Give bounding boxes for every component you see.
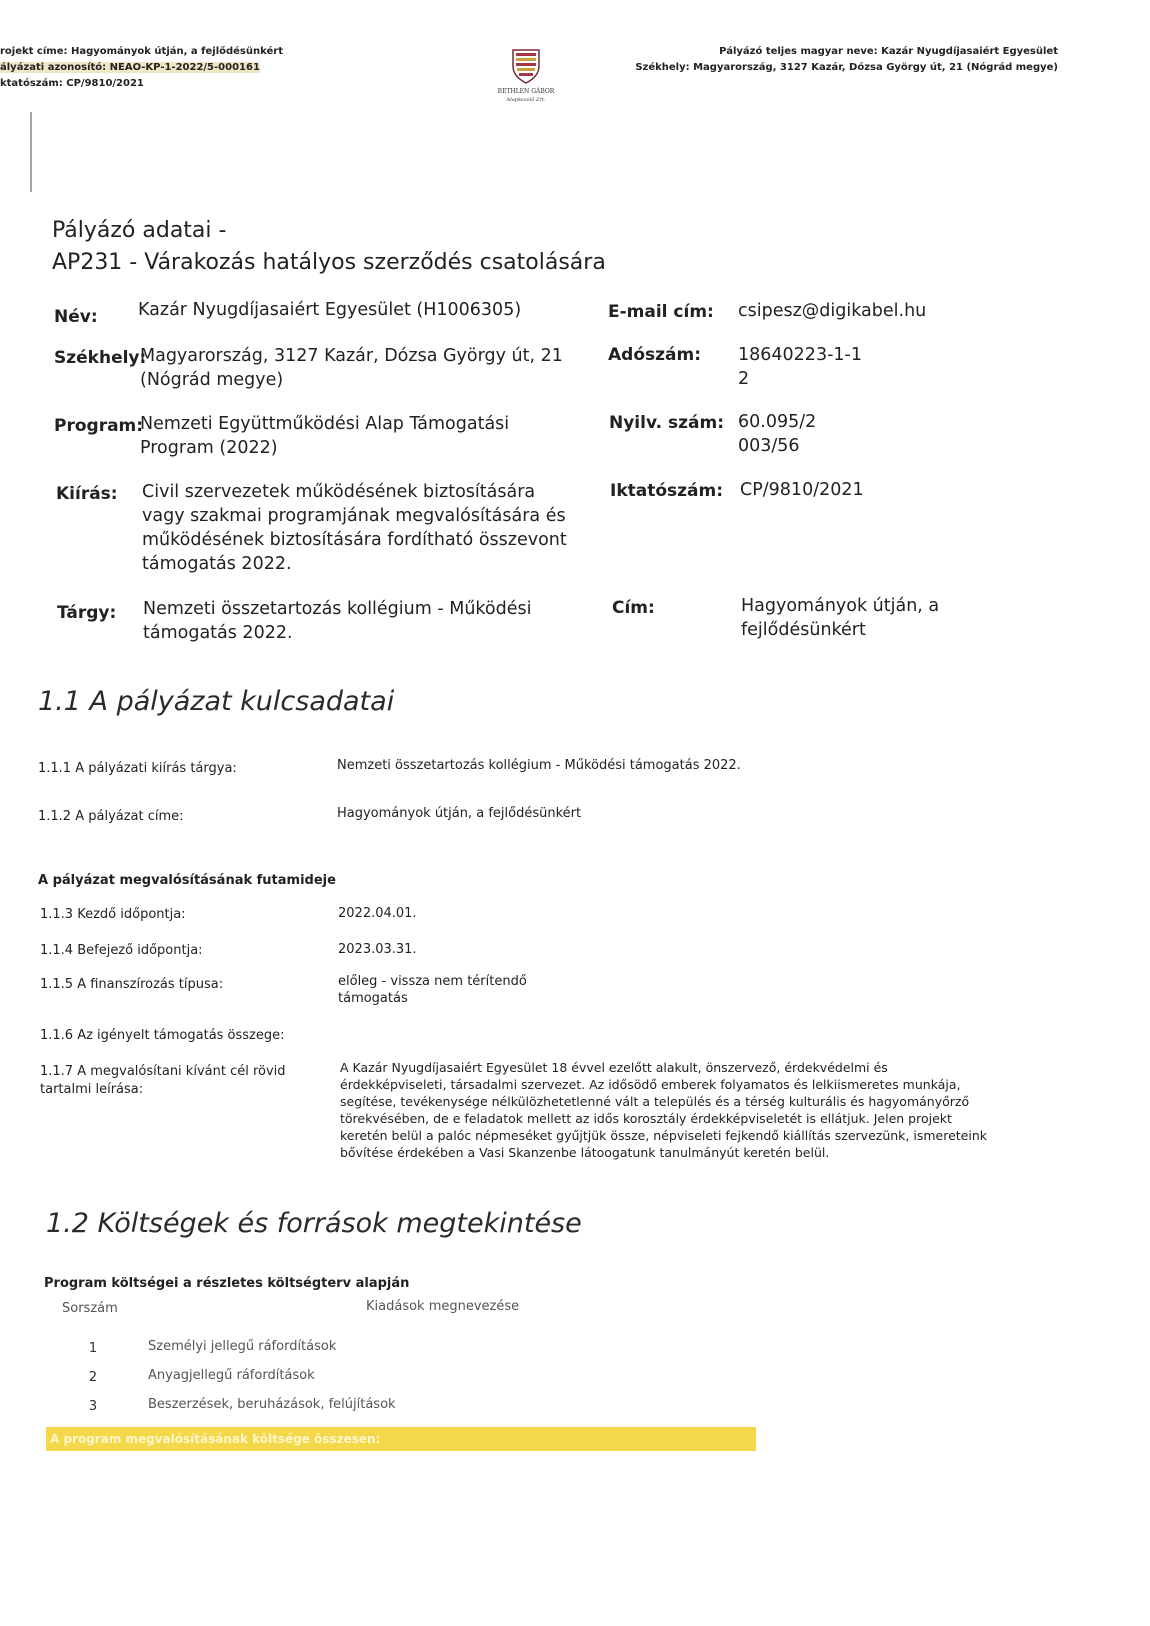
header-filing-number: ktatószám: CP/9810/2021 — [0, 78, 144, 89]
header-applicant-info — [635, 44, 1058, 76]
field-value-117: A Kazár Nyugdíjasaiért Egyesület 18 évvel ezelőtt alakult, önszervező, érdekvédelmi és érdekképviseleti, társadalmi szervezet. Az idősödő emberek folyamatos és lelkiismeretes munkája, segítése, tevékenysége nélkülözhetetlenné vált a település és a térség kulturális és hagyományőrző törekvésében, de e feladatok mellett az idős korosztály érdekképviseletét is ellátjuk. Jelen projekt keretén belül a palóc népmeséket gyűjtjük össze, népviseleti fejkendő kiállítás szervezünk, ismereteink bővítése érdekében a Vasi Skanzenbe látoogatunk tanulmányút keretén belül. — [340, 1060, 987, 1160]
duration-heading: A pályázat megvalósításának futamideje — [38, 873, 336, 888]
field-value-114: 2023.03.31. — [338, 942, 417, 957]
header-project-title: rojekt címe: Hagyományok útján, a fejlődésünkért — [0, 46, 284, 57]
field-label-113: 1.1.3 Kezdő időpontja: — [40, 907, 186, 922]
table-row-name: Anyagjellegű ráfordítások — [148, 1368, 315, 1383]
margin-scan-mark — [30, 112, 32, 192]
section-costs-heading: 1.2 Költségek és források megtekintése — [46, 1208, 582, 1239]
field-value-111: Nemzeti összetartozás kollégium - Működési támogatás 2022. — [337, 758, 741, 773]
page-title-line1: Pályázó adatai - — [52, 218, 227, 243]
page-title-line2: AP231 - Várakozás hatályos szerződés csatolására — [52, 250, 606, 275]
table-row-name: Személyi jellegű ráfordítások — [148, 1339, 337, 1354]
email-label: E-mail cím: — [608, 302, 714, 322]
field-label-114: 1.1.4 Befejező időpontja: — [40, 943, 203, 958]
header-project-info — [0, 44, 283, 92]
seat-value: Magyarország, 3127 Kazár, Dózsa György út, 21 (Nógrád megye) — [140, 346, 563, 390]
tax-number-value: 18640223-1-1 2 — [738, 345, 862, 389]
field-label-117: 1.1.7 A megvalósítani kívánt cél rövid tartalmi leírása: — [40, 1064, 286, 1097]
registry-number-value: 60.095/2 003/56 — [738, 412, 817, 456]
address-value: Hagyományok útján, a fejlődésünkért — [741, 596, 940, 640]
seat-label: Székhely: — [54, 348, 147, 368]
table-row-name: Beszerzések, beruházások, felújítások — [148, 1397, 396, 1412]
header-application-id: ályázati azonosító: NEAO-KP-1-2022/5-000161 — [0, 62, 260, 73]
field-label-115: 1.1.5 A finanszírozás típusa: — [40, 977, 224, 992]
address-label: Cím: — [612, 598, 655, 618]
table-row-number: 3 — [88, 1399, 98, 1414]
field-label-116: 1.1.6 Az igényelt támogatás összege: — [40, 1028, 285, 1043]
call-label: Kiírás: — [56, 484, 118, 504]
page-title — [52, 215, 606, 279]
costs-table-title: Program költségei a részletes költségterv alapján — [44, 1276, 410, 1291]
table-row-number: 1 — [88, 1341, 98, 1356]
tax-number-label: Adószám: — [608, 345, 702, 365]
email-value: csipesz@digikabel.hu — [738, 301, 927, 321]
header-applicant-seat: Székhely: Magyarország, 3127 Kazár, Dózsa György út, 21 (Nógrád megye) — [635, 62, 1058, 73]
table-row-number: 2 — [88, 1370, 98, 1385]
costs-total-row: A program megvalósításának költsége összesen: — [46, 1427, 756, 1451]
header-applicant-name: Pályázó teljes magyar neve: Kazár Nyugdíjasaiért Egyesület — [719, 46, 1058, 57]
logo-subcaption: Alapkezelő Zrt. — [506, 97, 546, 103]
field-value-115: előleg - vissza nem térítendő támogatás — [338, 974, 527, 1006]
filing-number-value: CP/9810/2021 — [740, 480, 864, 500]
name-label: Név: — [54, 307, 98, 327]
field-value-112: Hagyományok útján, a fejlődésünkért — [337, 806, 582, 821]
subject-value: Nemzeti összetartozás kollégium - Működési támogatás 2022. — [143, 599, 532, 643]
field-label-112: 1.1.2 A pályázat címe: — [38, 809, 184, 824]
field-value-113: 2022.04.01. — [338, 906, 417, 921]
bethlen-gabor-shield-icon — [511, 48, 541, 84]
section-key-data-heading: 1.1 A pályázat kulcsadatai — [38, 686, 395, 717]
filing-number-label: Iktatószám: — [610, 481, 724, 501]
field-label-111: 1.1.1 A pályázati kiírás tárgya: — [38, 761, 237, 776]
bethlen-gabor-logo — [496, 48, 556, 104]
program-label: Program: — [54, 416, 144, 436]
registry-number-label: Nyilv. szám: — [609, 413, 725, 433]
program-value: Nemzeti Együttműködési Alap Támogatási Program (2022) — [140, 414, 510, 458]
costs-col-name: Kiadások megnevezése — [366, 1299, 520, 1314]
logo-caption: BETHLEN GÁBOR — [497, 88, 555, 95]
call-value: Civil szervezetek működésének biztosítására vagy szakmai programjának megvalósítására és működésének biztosítására fordítható összevont támogatás 2022. — [142, 482, 567, 574]
name-value: Kazár Nyugdíjasaiért Egyesület (H1006305) — [138, 300, 522, 320]
subject-label: Tárgy: — [57, 603, 117, 623]
costs-col-number: Sorszám — [62, 1301, 118, 1316]
